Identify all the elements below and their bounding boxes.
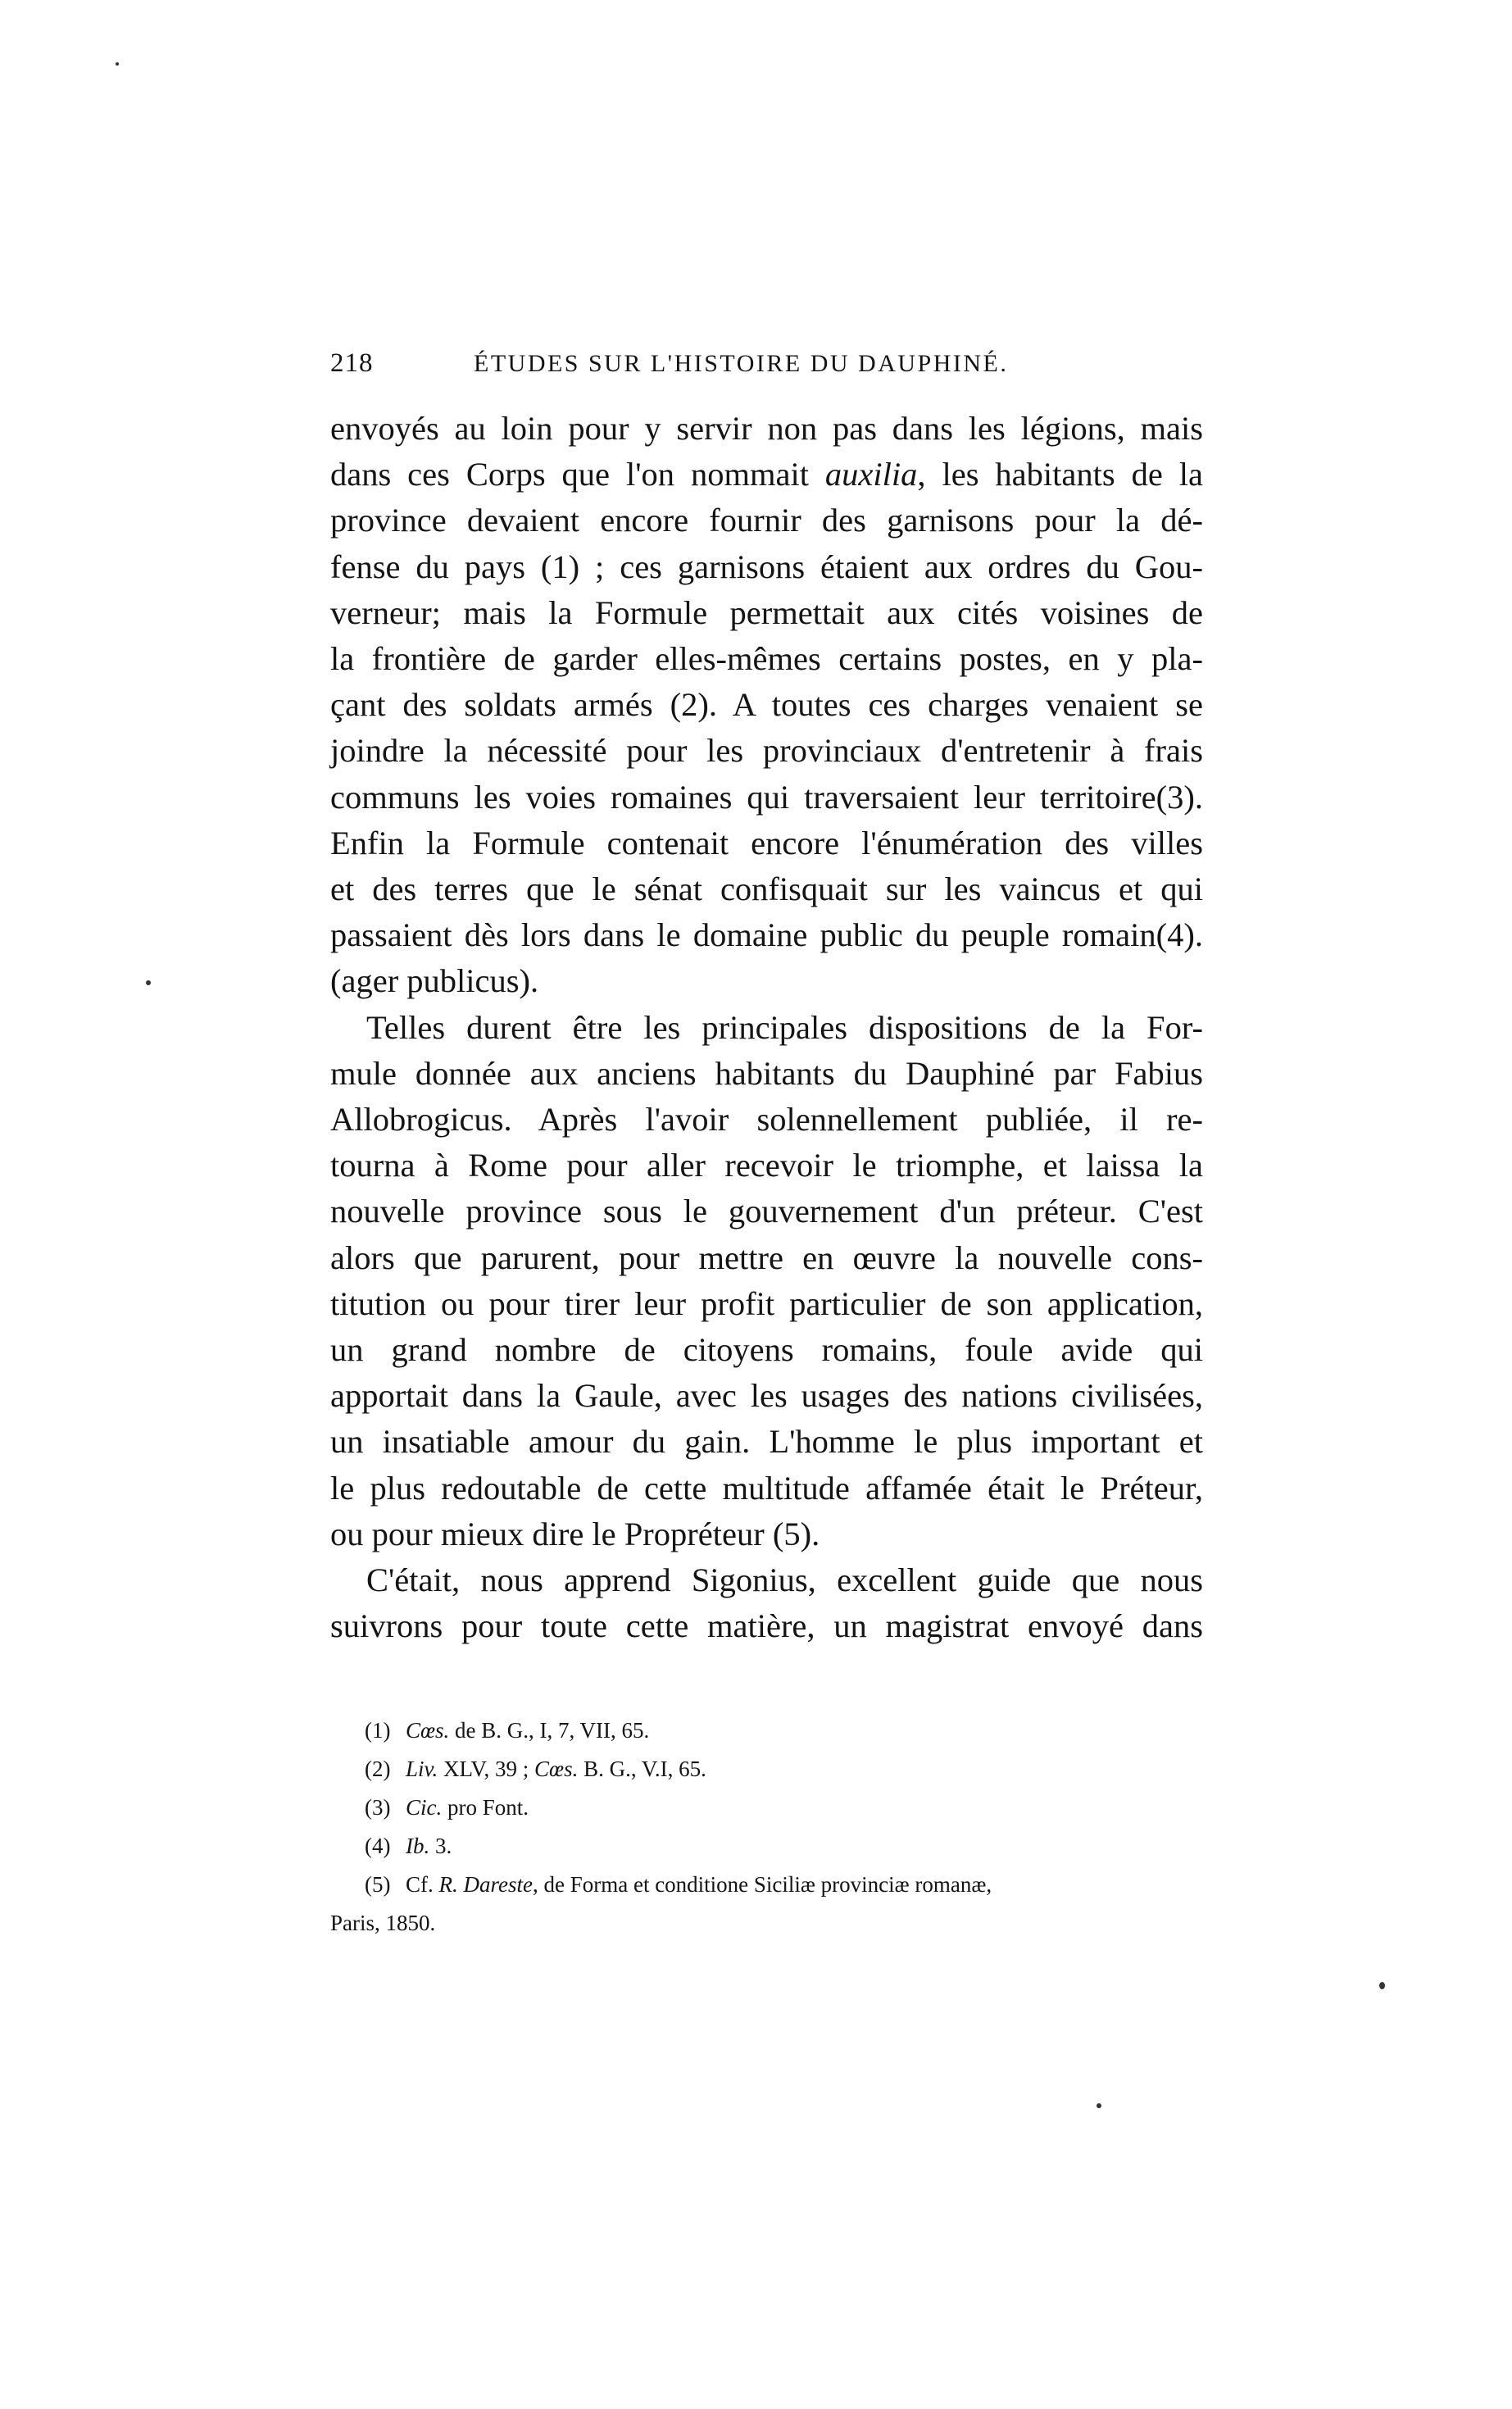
italic-term: auxilia [824,456,918,493]
footnote-3 [330,1789,1203,1827]
body-line: C'était, nous apprend Sigonius, excellent guide que nous [366,1561,1203,1599]
body-line: un grand nombre de citoyens romains, foule avide qui [330,1331,1203,1369]
body-line: apportait dans la Gaule, avec les usages des nations civilisées, [330,1377,1203,1415]
footnote-text: Cf. [406,1872,439,1897]
body-line: tourna à Rome pour aller recevoir le triomphe, et laissa la [330,1147,1203,1184]
footnote-4 [330,1827,1203,1866]
body-line: province devaient encore fournir des garnisons pour la dé- [330,502,1203,539]
body-line: fense du pays (1) ; ces garnisons étaient aux ordres du Gou- [330,548,1203,585]
body-text [330,406,1203,1649]
body-line: envoyés au loin pour y servir non pas dans les légions, mais [330,410,1203,447]
body-line: verneur; mais la Formule permettait aux cités voisines de [330,593,1203,631]
body-line: joindre la nécessité pour les provinciaux d'entretenir à frais [330,732,1203,770]
footnote-work: Cœs. [534,1757,579,1781]
body-line: titution ou pour tirer leur profit particulier de son application, [330,1284,1203,1322]
footnote-work: Cœs. [406,1718,450,1743]
footnote-work: Ib. [406,1834,430,1858]
scan-speck [116,62,119,66]
body-line: Telles durent être les principales dispositions de la For- [366,1008,1203,1046]
body-line: la frontière de garder elles-mêmes certains postes, en y pla- [330,640,1203,678]
body-line: (ager publicus). [330,962,539,1000]
footnote-mark: (3) [365,1795,391,1820]
footnote-mark: (5) [365,1872,391,1897]
footnotes [330,1711,1203,1943]
footnote-text: B. G., V.I, 65. [578,1757,706,1781]
body-line: le plus redoutable de cette multitude affamée était le Préteur, [330,1469,1203,1507]
body-line: un insatiable amour du gain. L'homme le plus important et [330,1423,1203,1461]
body-line: nouvelle province sous le gouvernement d'un préteur. C'est [330,1193,1203,1230]
footnote-text: de B. G., I, 7, VII, 65. [449,1718,650,1743]
footnote-mark: (4) [365,1834,391,1858]
body-line: communs les voies romaines qui traversaient leur territoire(3). [330,778,1203,816]
body-line-part: dans ces Corps que l'on nommait [330,456,825,493]
scan-speck [1097,2103,1101,2108]
footnote-work: Cic. [406,1795,443,1820]
footnote-mark: (1) [365,1718,391,1743]
body-line [330,452,1203,498]
footnote-text: , de Forma et conditione Siciliæ provinciæ romanæ, [532,1872,992,1897]
footnote-work: R. Dareste [438,1872,533,1897]
body-line: et des terres que le sénat confisquait sur les vaincus et qui [330,870,1203,908]
footnote-5-continuation: Paris, 1850. [330,1911,436,1935]
footnote-work: Liv. [406,1757,438,1781]
body-line: Enfin la Formule contenait encore l'énumération des villes [330,824,1203,861]
body-line: mule donnée aux anciens habitants du Dauphiné par Fabius [330,1054,1203,1092]
scan-speck [1379,1982,1385,1989]
footnote-text: XLV, 39 ; [438,1757,535,1781]
body-line: ou pour mieux dire le Propréteur (5). [330,1515,820,1552]
footnote-mark: (2) [365,1757,391,1781]
running-title: ÉTUDES SUR L'HISTOIRE DU DAUPHINÉ. [474,350,1009,377]
body-line-part: , les habitants de la [917,456,1203,493]
footnote-text: pro Font. [442,1795,529,1820]
footnote-1 [330,1711,1203,1750]
footnote-text: 3. [429,1834,452,1858]
footnote-5 [330,1866,1203,1904]
running-head [330,348,1203,379]
page-number: 218 [330,348,374,378]
body-line: suivrons pour toute cette matière, un magistrat envoyé dans [330,1607,1203,1645]
body-line: çant des soldats armés (2). A toutes ces charges venaient se [330,686,1203,724]
body-line: Allobrogicus. Après l'avoir solennellement publiée, il re- [330,1101,1203,1139]
footnote-2 [330,1750,1203,1789]
scan-speck [146,980,151,985]
body-line: passaient dès lors dans le domaine public du peuple romain(4). [330,916,1203,954]
body-line: alors que parurent, pour mettre en œuvre la nouvelle cons- [330,1239,1203,1276]
